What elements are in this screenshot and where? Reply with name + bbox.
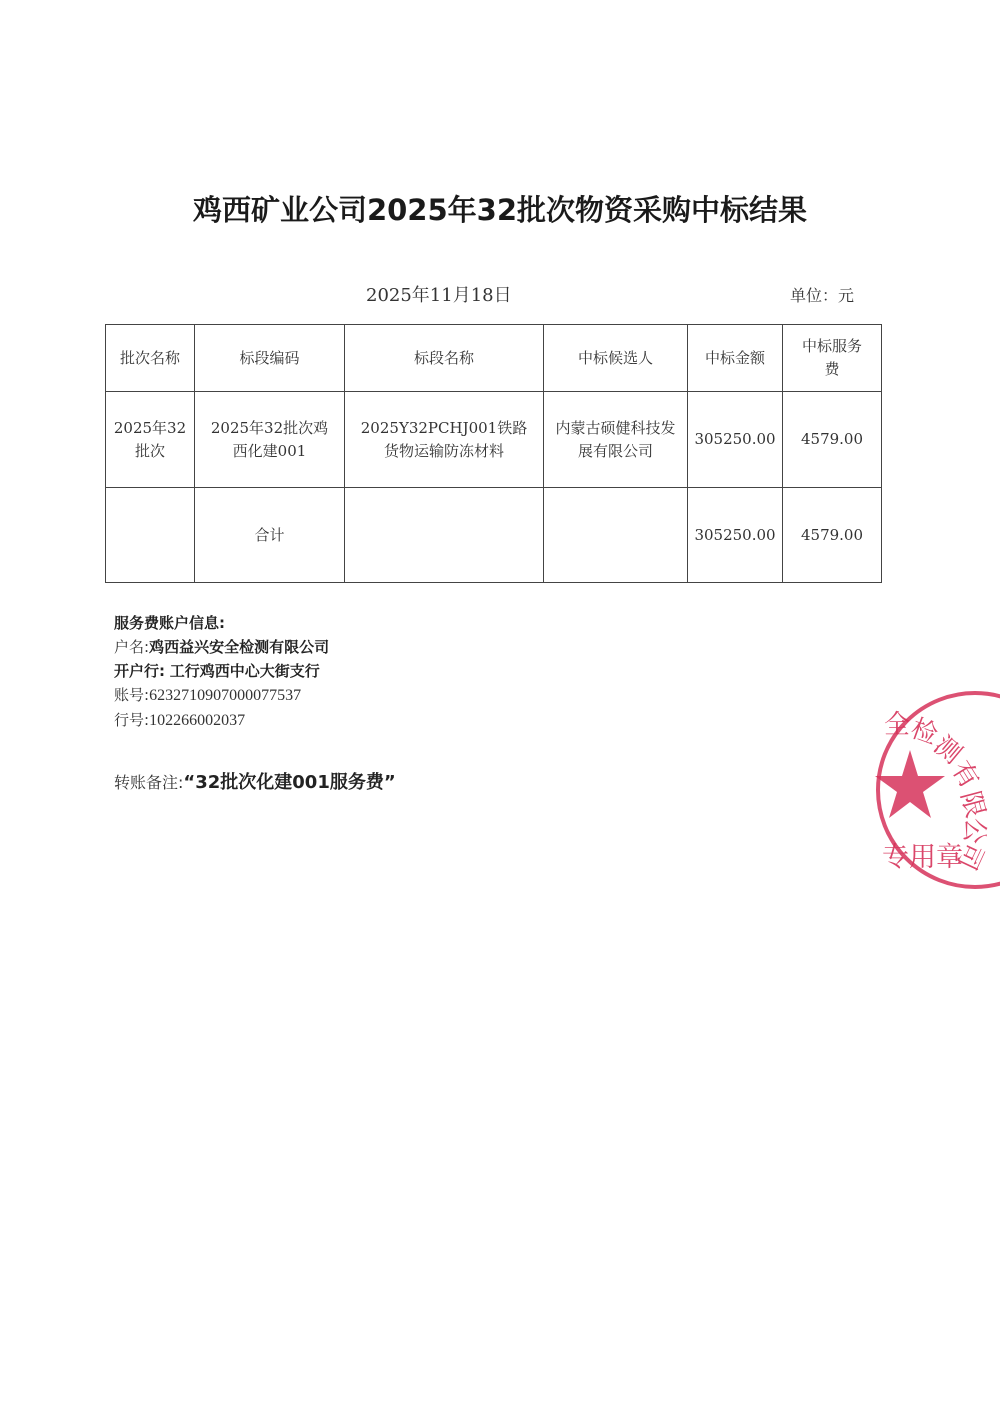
cell-total-empty-2 bbox=[345, 488, 544, 583]
winning-candidate-text: 内蒙古硕健科技发展有限公司 bbox=[555, 418, 676, 460]
svg-text:专用章: 专用章 bbox=[882, 842, 963, 873]
cell-section-name bbox=[345, 392, 544, 488]
bank-line bbox=[114, 659, 329, 683]
company-seal bbox=[870, 688, 1000, 893]
cell-total-label: 合计 bbox=[195, 488, 345, 583]
svg-text:限: 限 bbox=[954, 788, 991, 821]
cell-winning-amount: 305250.00 bbox=[688, 392, 783, 488]
table-row bbox=[106, 392, 882, 488]
document-title: 鸡西矿业公司2025年32批次物资采购中标结果 bbox=[192, 193, 808, 227]
svg-text:测: 测 bbox=[927, 730, 968, 771]
section-name-text: 2025Y32PCHJ001铁路货物运输防冻材料 bbox=[360, 418, 528, 460]
cell-total-fee: 4579.00 bbox=[783, 488, 882, 583]
cell-total-empty-1 bbox=[106, 488, 195, 583]
header-section-name: 标段名称 bbox=[345, 325, 544, 392]
svg-text:检: 检 bbox=[906, 713, 942, 751]
header-service-fee bbox=[783, 325, 882, 392]
cell-service-fee: 4579.00 bbox=[783, 392, 882, 488]
transfer-remark-label: 转账备注: bbox=[114, 773, 184, 792]
transfer-remark-value: “32批次化建001服务费” bbox=[183, 772, 396, 793]
header-section-code: 标段编码 bbox=[195, 325, 345, 392]
svg-text:司: 司 bbox=[950, 837, 989, 875]
header-winning-amount: 中标金额 bbox=[688, 325, 783, 392]
svg-text:公: 公 bbox=[957, 816, 990, 846]
batch-name-text: 2025年32批次 bbox=[113, 418, 187, 460]
cell-total-amount: 305250.00 bbox=[688, 488, 783, 583]
seal-icon bbox=[870, 688, 1000, 893]
bank-code-line bbox=[114, 708, 329, 733]
account-number-label: 账号: bbox=[114, 686, 150, 704]
account-info-block bbox=[114, 611, 329, 733]
account-info-heading bbox=[114, 611, 329, 635]
currency-unit: 单位：元 bbox=[790, 286, 855, 305]
cell-section-code bbox=[195, 392, 345, 488]
account-name-line bbox=[114, 635, 329, 659]
section-code-text: 2025年32批次鸡西化建001 bbox=[210, 418, 329, 460]
account-name-label: 户名: bbox=[114, 638, 150, 656]
bid-result-table bbox=[105, 324, 882, 583]
account-number-value: 6232710907000077537 bbox=[149, 687, 302, 704]
cell-winning-candidate bbox=[544, 392, 688, 488]
cell-batch-name bbox=[106, 392, 195, 488]
header-service-fee-text: 中标服务费 bbox=[801, 337, 862, 378]
account-number-line bbox=[114, 683, 329, 708]
table-header-row bbox=[106, 325, 882, 392]
bank-code-label: 行号: bbox=[114, 711, 150, 729]
cell-total-empty-3 bbox=[544, 488, 688, 583]
bank-code-value: 102266002037 bbox=[149, 712, 246, 729]
header-batch-name: 批次名称 bbox=[106, 325, 195, 392]
bank-value: 工行鸡西中心大街支行 bbox=[169, 662, 320, 680]
svg-text:全: 全 bbox=[884, 710, 911, 740]
account-name-value: 鸡西益兴安全检测有限公司 bbox=[149, 638, 330, 656]
bank-label: 开户行: bbox=[114, 662, 165, 680]
header-winning-candidate: 中标候选人 bbox=[544, 325, 688, 392]
table-total-row bbox=[106, 488, 882, 583]
svg-text:有: 有 bbox=[945, 755, 985, 794]
transfer-remark bbox=[114, 768, 396, 794]
document-date: 2025年11月18日 bbox=[366, 285, 512, 306]
account-info-heading-text: 服务费账户信息: bbox=[114, 614, 225, 632]
